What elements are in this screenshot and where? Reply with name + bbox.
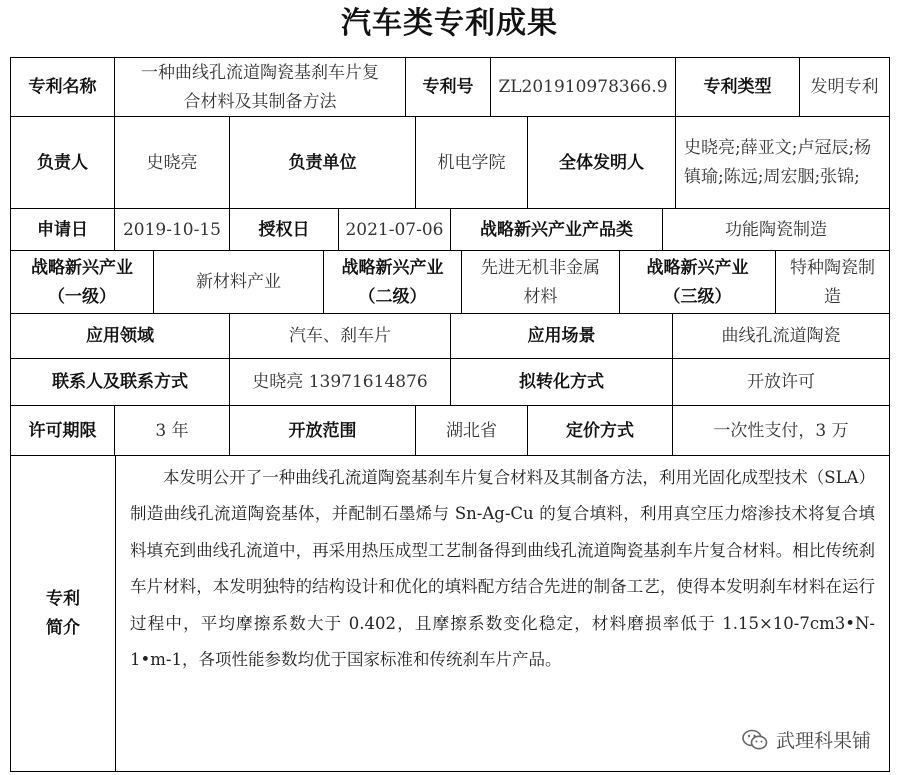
label-owner-unit: 负责单位 (230, 117, 416, 209)
value-industry-l1: 新材料产业 (154, 251, 324, 314)
label-open-scope: 开放范围 (230, 406, 416, 456)
row-license (10, 405, 890, 456)
value-open-scope: 湖北省 (416, 406, 528, 456)
label-app-scene: 应用场景 (451, 314, 673, 359)
label-patent-type: 专利类型 (676, 58, 800, 117)
label-patent-no: 专利号 (406, 58, 491, 117)
value-strategic-category: 功能陶瓷制造 (663, 209, 890, 251)
value-app-field: 汽车、刹车片 (230, 314, 451, 359)
value-license-period: 3 年 (115, 406, 230, 456)
label-patent-name: 专利名称 (10, 58, 115, 117)
label-contact: 联系人及联系方式 (10, 359, 230, 406)
watermark-text: 武理科果铺 (775, 730, 871, 752)
value-apply-date: 2019-10-15 (115, 209, 230, 251)
value-patent-name: 一种曲线孔流道陶瓷基刹车片复合材料及其制备方法 (115, 58, 406, 117)
value-grant-date: 2021-07-06 (339, 209, 451, 251)
label-app-field: 应用领域 (10, 314, 230, 359)
label-license-period: 许可期限 (10, 406, 115, 456)
label-intro (10, 456, 116, 772)
row-patent-name (10, 57, 890, 117)
label-intro-text: 专利简介 (46, 589, 80, 638)
label-pricing: 定价方式 (528, 406, 673, 456)
label-apply-date: 申请日 (10, 209, 115, 251)
value-owner: 史晓亮 (115, 117, 230, 209)
label-strategic-category: 战略新兴产业产品类 (451, 209, 663, 251)
value-patent-type: 发明专利 (800, 58, 890, 117)
label-industry-l1: 战略新兴产业（一级） (10, 251, 154, 314)
watermark (742, 726, 871, 753)
row-application (10, 313, 890, 359)
label-industry-l3: 战略新兴产业（三级） (620, 251, 776, 314)
label-grant-date: 授权日 (230, 209, 339, 251)
row-industry-levels (10, 250, 890, 314)
page-title: 汽车类专利成果 (341, 6, 558, 41)
value-transfer-mode: 开放许可 (673, 359, 890, 406)
label-all-inventors: 全体发明人 (528, 117, 676, 209)
value-industry-l2: 先进无机非金属材料 (462, 251, 620, 314)
value-industry-l3: 特种陶瓷制造 (776, 251, 890, 314)
wechat-icon (742, 729, 768, 751)
value-all-inventors: 史晓亮;薛亚文;卢冠辰;杨镇瑜;陈远;周宏胭;张锦; (676, 117, 890, 209)
label-owner: 负责人 (10, 117, 115, 209)
table-bottom-border (10, 771, 890, 772)
row-owner (10, 116, 890, 209)
value-contact: 史晓亮 13971614876 (230, 359, 451, 406)
row-contact (10, 358, 890, 406)
label-transfer-mode: 拟转化方式 (451, 359, 673, 406)
label-industry-l2: 战略新兴产业（二级） (324, 251, 462, 314)
value-app-scene: 曲线孔流道陶瓷 (673, 314, 890, 359)
value-patent-no: ZL201910978366.9 (491, 58, 676, 117)
value-pricing: 一次性支付，3 万 (673, 406, 890, 456)
intro-text: 本发明公开了一种曲线孔流道陶瓷基刹车片复合材料及其制备方法，利用光固化成型技术（SLA）制造曲线孔流道陶瓷基体，并配制石墨烯与 Sn-Ag-Cu 的复合填料，利用真空压力熔渗技术将复合填料填充到曲线孔流道中，再采用热压成型工艺制备得到曲线孔流道陶瓷基刹车片复合材料。相比传统刹车片材料，本发明独特的结构设计和优化的填料配方结合先进的制备工艺，使得本发明刹车材料在运行过程中，平均摩擦系数大于 0.402，且摩擦系数变化稳定，材料磨损率低于 1.15×10-7cm3•N-1•m-1，各项性能参数均优于国家标准和传统刹车片产品。 (130, 468, 875, 670)
row-dates (10, 208, 890, 251)
value-owner-unit: 机电学院 (416, 117, 528, 209)
